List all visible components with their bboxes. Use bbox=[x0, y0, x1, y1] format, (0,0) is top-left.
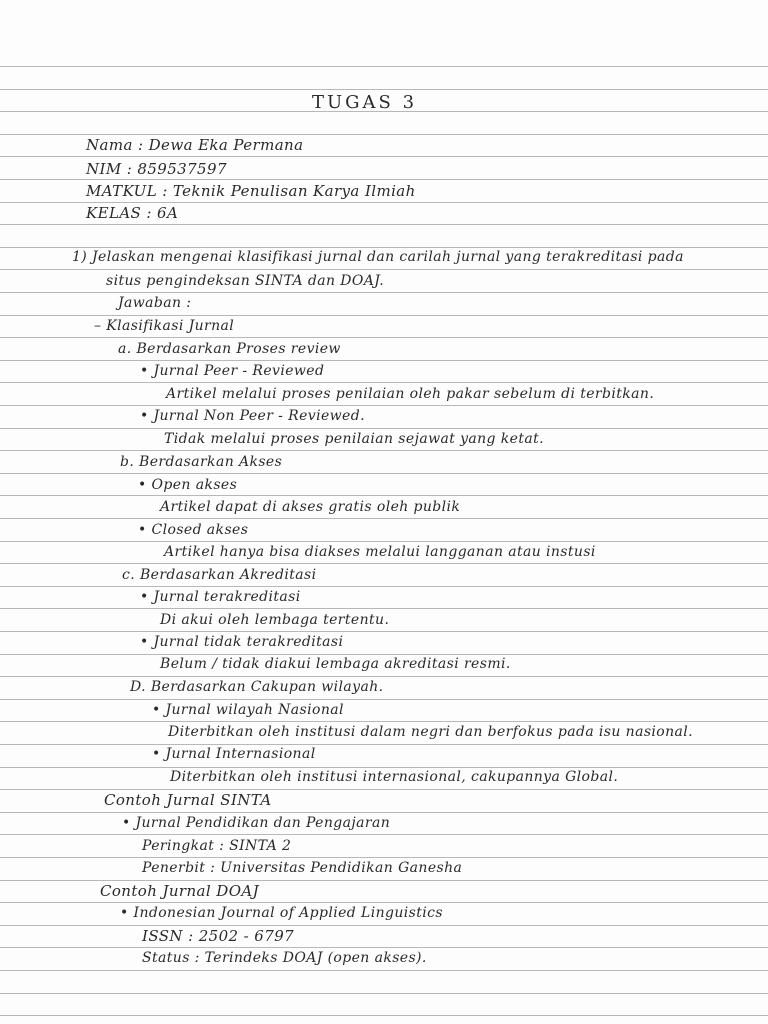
ruled-line bbox=[0, 993, 768, 994]
ruled-line bbox=[0, 292, 768, 293]
ruled-line bbox=[0, 563, 768, 564]
ruled-line bbox=[0, 586, 768, 587]
doaj-item: • Indonesian Journal of Applied Linguistics bbox=[120, 905, 443, 921]
ruled-line bbox=[0, 202, 768, 203]
header-matkul: MATKUL : Teknik Penulisan Karya Ilmiah bbox=[86, 182, 416, 200]
sinta-item: • Jurnal Pendidikan dan Pengajaran bbox=[122, 815, 391, 831]
ruled-line bbox=[0, 834, 768, 835]
section-c-item-2: • Jurnal tidak terakreditasi bbox=[140, 634, 344, 650]
ruled-line bbox=[0, 495, 768, 496]
ruled-line bbox=[0, 857, 768, 858]
doaj-status: Status : Terindeks DOAJ (open akses). bbox=[142, 950, 427, 966]
ruled-line bbox=[0, 654, 768, 655]
ruled-line bbox=[0, 970, 768, 971]
section-c-heading: c. Berdasarkan Akreditasi bbox=[122, 567, 317, 583]
sinta-publisher: Penerbit : Universitas Pendidikan Ganesha bbox=[142, 860, 463, 876]
ruled-line bbox=[0, 925, 768, 926]
section-a-item-1-desc: Artikel melalui proses penilaian oleh pakar sebelum di terbitkan. bbox=[166, 386, 655, 402]
ruled-line bbox=[0, 676, 768, 677]
ruled-line bbox=[0, 134, 768, 135]
ruled-line bbox=[0, 947, 768, 948]
section-c-item-1-desc: Di akui oleh lembaga tertentu. bbox=[160, 612, 390, 628]
section-b-item-1-desc: Artikel dapat di akses gratis oleh publik bbox=[160, 499, 461, 515]
section-a-heading: a. Berdasarkan Proses review bbox=[118, 341, 341, 357]
ruled-line bbox=[0, 631, 768, 632]
ruled-line bbox=[0, 721, 768, 722]
section-c-item-1: • Jurnal terakreditasi bbox=[140, 589, 301, 605]
ruled-line bbox=[0, 767, 768, 768]
ruled-line bbox=[0, 541, 768, 542]
ruled-line bbox=[0, 450, 768, 451]
ruled-line bbox=[0, 66, 768, 67]
section-b-heading: b. Berdasarkan Akses bbox=[120, 454, 283, 470]
ruled-line bbox=[0, 473, 768, 474]
ruled-line bbox=[0, 247, 768, 248]
ruled-line bbox=[0, 337, 768, 338]
ruled-line bbox=[0, 405, 768, 406]
ruled-line bbox=[0, 224, 768, 225]
section-d-item-1: • Jurnal wilayah Nasional bbox=[152, 702, 344, 718]
section-a-item-2-desc: Tidak melalui proses penilaian sejawat yang ketat. bbox=[164, 431, 544, 447]
ruled-line bbox=[0, 179, 768, 180]
header-kelas: KELAS : 6A bbox=[86, 204, 179, 222]
section-d-item-2-desc: Diterbitkan oleh institusi internasional, cakupannya Global. bbox=[170, 769, 619, 785]
question-line-1: 1) Jelaskan mengenai klasifikasi jurnal dan carilah jurnal yang terakreditasi pada bbox=[72, 249, 684, 265]
ruled-line bbox=[0, 608, 768, 609]
sinta-heading: Contoh Jurnal SINTA bbox=[104, 791, 272, 809]
section-b-item-2: • Closed akses bbox=[138, 522, 249, 538]
klasifikasi-heading: – Klasifikasi Jurnal bbox=[94, 318, 235, 334]
section-d-item-2: • Jurnal Internasional bbox=[152, 746, 316, 762]
ruled-line bbox=[0, 880, 768, 881]
ruled-line bbox=[0, 744, 768, 745]
question-line-2: situs pengindeksan SINTA dan DOAJ. bbox=[106, 273, 385, 289]
section-a-item-2: • Jurnal Non Peer - Reviewed. bbox=[140, 408, 365, 424]
sinta-rank: Peringkat : SINTA 2 bbox=[142, 838, 292, 854]
page-title: TUGAS 3 bbox=[312, 92, 418, 113]
ruled-line bbox=[0, 315, 768, 316]
ruled-line bbox=[0, 382, 768, 383]
header-nama: Nama : Dewa Eka Permana bbox=[86, 136, 304, 154]
ruled-line bbox=[0, 812, 768, 813]
header-nim: NIM : 859537597 bbox=[86, 160, 227, 178]
ruled-line bbox=[0, 518, 768, 519]
doaj-issn: ISSN : 2502 - 6797 bbox=[142, 927, 295, 945]
ruled-line bbox=[0, 428, 768, 429]
section-b-item-2-desc: Artikel hanya bisa diakses melalui langganan atau instusi bbox=[164, 544, 596, 560]
answer-label: Jawaban : bbox=[118, 295, 192, 311]
section-c-item-2-desc: Belum / tidak diakui lembaga akreditasi resmi. bbox=[160, 656, 511, 672]
ruled-line bbox=[0, 156, 768, 157]
ruled-line bbox=[0, 902, 768, 903]
section-d-item-1-desc: Diterbitkan oleh institusi dalam negri dan berfokus pada isu nasional. bbox=[168, 724, 694, 740]
ruled-line bbox=[0, 699, 768, 700]
section-d-heading: D. Berdasarkan Cakupan wilayah. bbox=[130, 679, 384, 695]
ruled-line bbox=[0, 360, 768, 361]
section-a-item-1: • Jurnal Peer - Reviewed bbox=[140, 363, 325, 379]
doaj-heading: Contoh Jurnal DOAJ bbox=[100, 882, 260, 900]
ruled-line bbox=[0, 269, 768, 270]
section-b-item-1: • Open akses bbox=[138, 477, 238, 493]
ruled-line bbox=[0, 1015, 768, 1016]
ruled-line bbox=[0, 89, 768, 90]
ruled-line bbox=[0, 789, 768, 790]
